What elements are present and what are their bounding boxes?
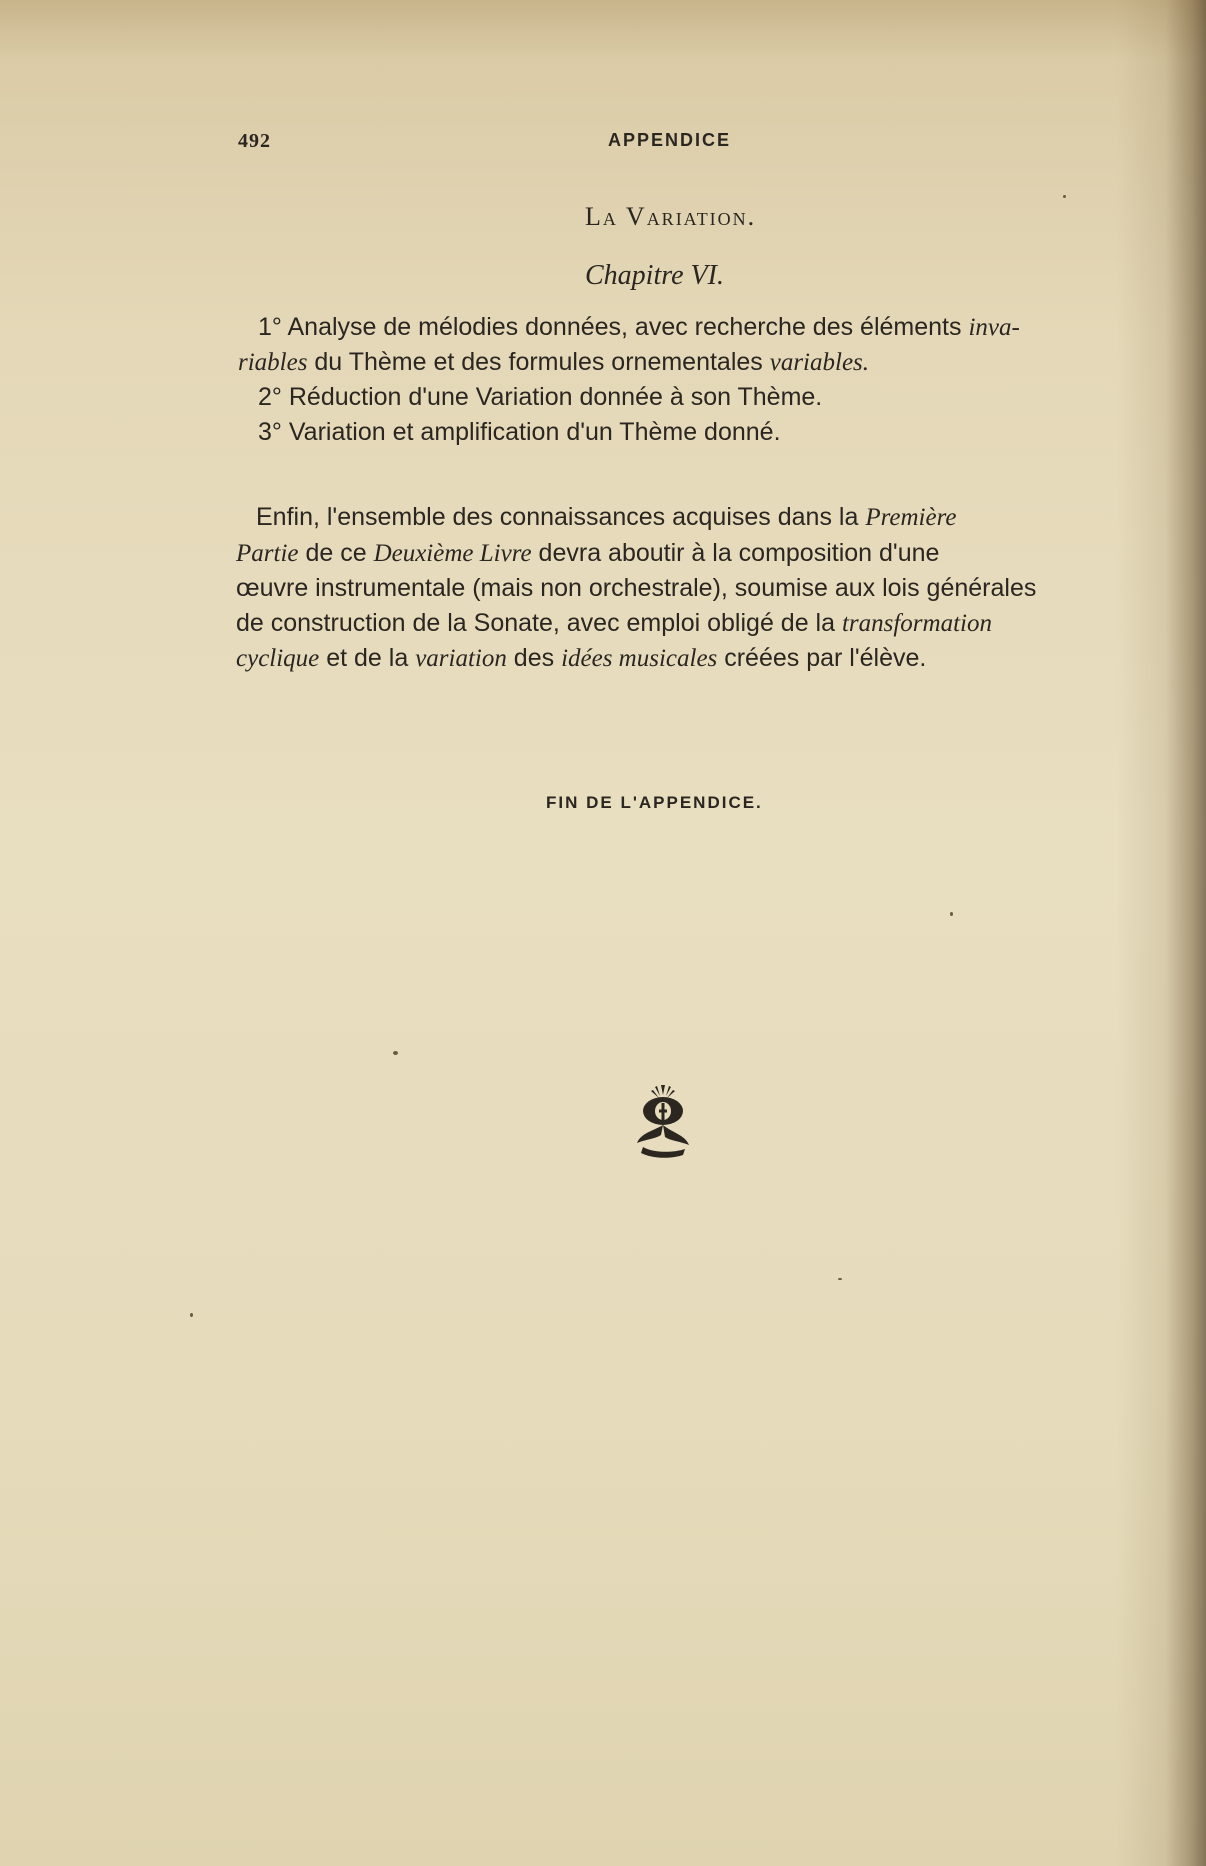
list-item: 2° Réduction d'une Variation donnée à son Thème. — [258, 383, 823, 411]
paper-speck — [838, 1278, 842, 1280]
list-item: 1° Analyse de mélodies données, avec recherche des éléments inva- — [258, 313, 1020, 341]
chapter-title: Chapitre VI. — [585, 260, 724, 291]
paper-speck — [1063, 195, 1066, 198]
conclusion-paragraph — [236, 500, 1098, 677]
page-top-shade — [0, 0, 1206, 60]
list-item-number: 1° — [258, 313, 282, 341]
section-title: La Variation. — [585, 202, 757, 231]
list-item-continued: riables du Thème et des formules ornementales variables. — [238, 348, 870, 376]
paragraph-line: Enfin, l'ensemble des connaissances acquises dans la Première — [256, 503, 957, 531]
page-header — [238, 130, 1096, 160]
paragraph-line: cyclique et de la variation des idées musicales créées par l'élève. — [236, 644, 927, 672]
end-of-appendix: FIN DE L'APPENDICE. — [546, 793, 763, 812]
exercise-list — [238, 310, 1098, 450]
floral-ornament-icon — [633, 1083, 693, 1163]
paper-speck — [393, 1051, 398, 1055]
paper-speck — [950, 912, 953, 916]
list-item-number: 2° — [258, 383, 282, 411]
page-number: 492 — [238, 130, 271, 152]
paper-speck — [190, 1313, 193, 1317]
list-item: 3° Variation et amplification d'un Thème donné. — [258, 418, 781, 446]
paragraph-line: œuvre instrumentale (mais non orchestrale), soumise aux lois générales — [236, 574, 1037, 602]
paragraph-line: de construction de la Sonate, avec emploi obligé de la transformation — [236, 608, 992, 637]
list-item-number: 3° — [258, 418, 282, 446]
paragraph-line: Partie de ce Deuxième Livre devra aboutir à la composition d'une — [236, 538, 940, 567]
running-head: APPENDICE — [608, 130, 732, 150]
page-gutter-shade — [1116, 0, 1206, 1866]
